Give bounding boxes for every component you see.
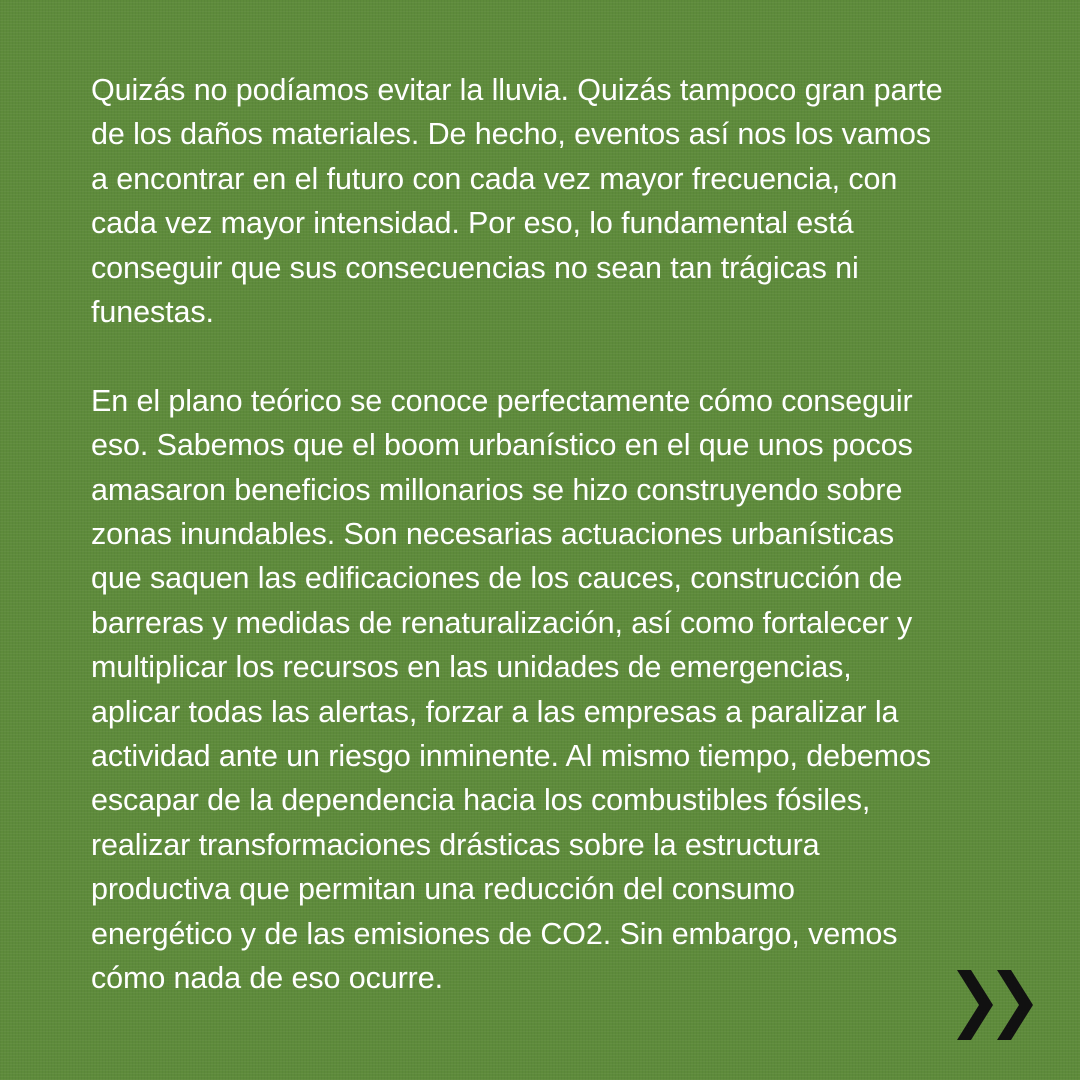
double-chevron-right-icon[interactable] [955, 968, 1037, 1042]
paragraph-1: Quizás no podíamos evitar la lluvia. Quizás tampoco gran parte de los daños materiales. De hecho, eventos así nos los vamos a encontrar en el futuro con cada vez mayor frecuencia, con cada vez mayor intensidad. Por eso, lo fundamental está conseguir que sus consecuencias no sean tan trágicas ni funestas. [91, 73, 943, 330]
paragraph-2: En el plano teórico se conoce perfectamente cómo conseguir eso. Sabemos que el boom urbanístico en el que unos pocos amasaron beneficios millonarios se hizo construyendo sobre zonas inundables. Son necesarias actuaciones urbanísticas que saquen las edificaciones de los cauces, construcción de barreras y medidas de renaturalización, así como fortalecer y multiplicar los recursos en las unidades de emergencias, aplicar todas las alertas, forzar a las empresas a paralizar la actividad ante un riesgo inminente. Al mismo tiempo, debemos escapar de la dependencia hacia los combustibles fósiles, realizar transformaciones drásticas sobre la estructura productiva que permitan una reducción del consumo energético y de las emisiones de CO2. Sin embargo, vemos cómo nada de eso ocurre. [91, 383, 931, 996]
chevron-right-icon [957, 970, 993, 1040]
chevron-right-icon [997, 970, 1033, 1040]
body-text [91, 68, 991, 1001]
